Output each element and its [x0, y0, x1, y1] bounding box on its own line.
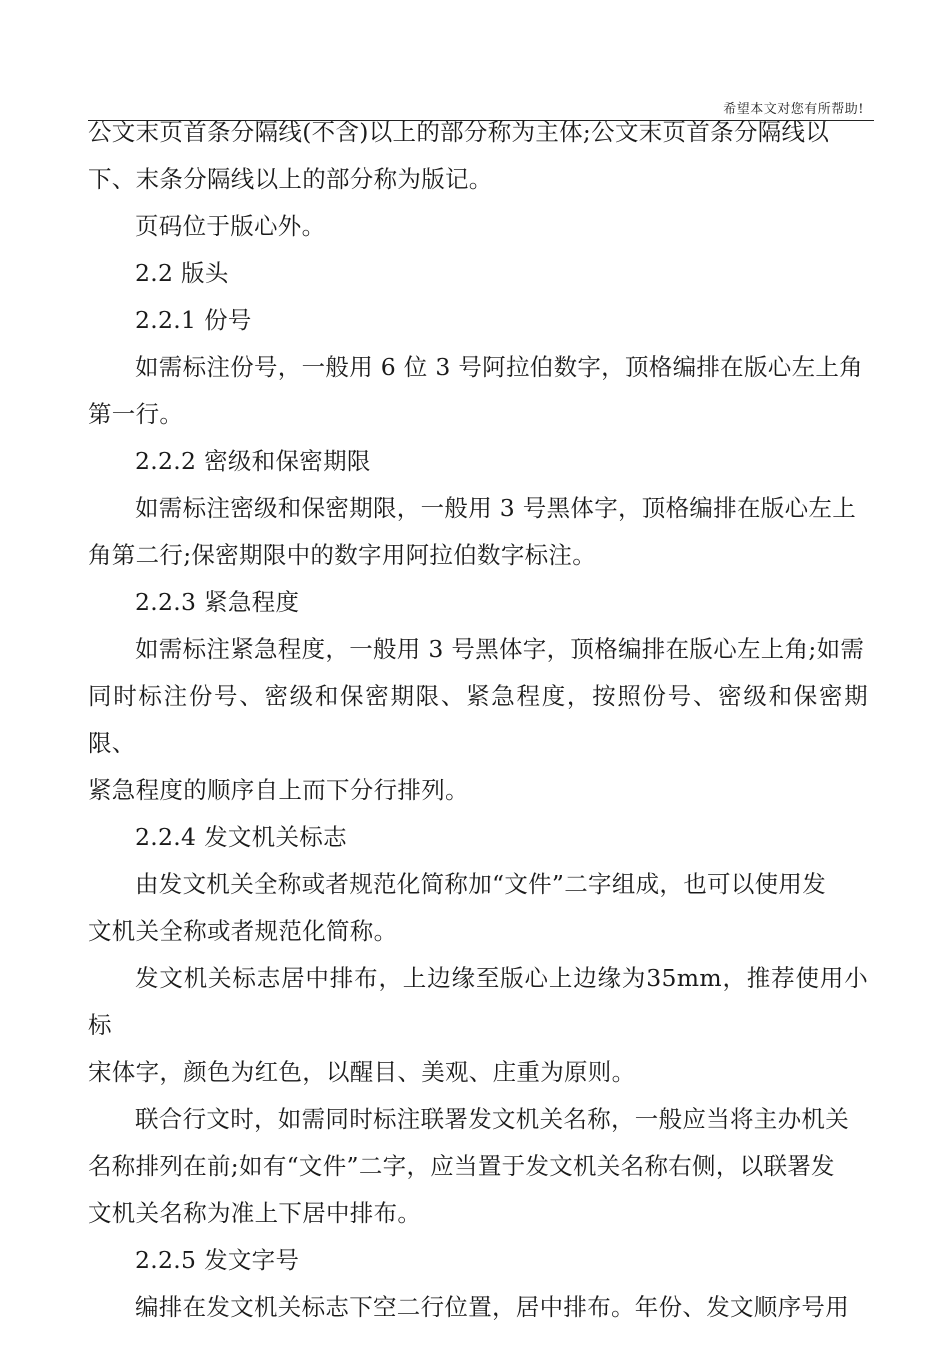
text-line: 紧急程度的顺序自上而下分行排列。: [88, 776, 469, 804]
paragraph: [88, 814, 868, 861]
paragraph: [88, 485, 868, 579]
paragraph: [88, 438, 868, 485]
text-line: 2.2 版头: [135, 259, 229, 287]
text-line: 下、末条分隔线以上的部分称为版记。: [88, 165, 493, 193]
text-line: 文机关名称为准上下居中排布。: [88, 1199, 422, 1227]
text-line: 2.2.4 发文机关标志: [135, 823, 347, 851]
text-line: 2.2.2 密级和保密期限: [135, 447, 371, 475]
paragraph: [88, 955, 868, 1096]
text-line: 宋体字，颜色为红色，以醒目、美观、庄重为原则。: [88, 1058, 636, 1086]
paragraph: [88, 579, 868, 626]
paragraph: [88, 861, 868, 955]
paragraph: [88, 297, 868, 344]
paragraph: [88, 250, 868, 297]
text-line: 第一行。: [88, 400, 184, 428]
text-line: 由发文机关全称或者规范化简称加“文件”二字组成，也可以使用发: [135, 870, 827, 898]
text-line: 角第二行;保密期限中的数字用阿拉伯数字标注。: [88, 541, 597, 569]
text-line: 如需标注份号，一般用 6 位 3 号阿拉伯数字，顶格编排在版心左上角: [135, 353, 863, 381]
text-line: 同时标注份号、密级和保密期限、紧急程度，按照份号、密级和保密期限、: [88, 682, 868, 757]
header-note: 希望本文对您有所帮助!: [723, 102, 864, 117]
paragraph: [88, 626, 868, 814]
text-line: 公文末页首条分隔线(不含)以上的部分称为主体;公文末页首条分隔线以: [88, 118, 830, 146]
paragraph: [88, 1284, 868, 1331]
text-line: 文机关全称或者规范化简称。: [88, 917, 398, 945]
document-body: [88, 109, 868, 1331]
text-line: 如需标注紧急程度，一般用 3 号黑体字，顶格编排在版心左上角;如需: [135, 635, 865, 663]
text-line: 联合行文时，如需同时标注联署发文机关名称，一般应当将主办机关: [135, 1105, 849, 1133]
paragraph: [88, 1237, 868, 1284]
text-line: 发文机关标志居中排布，上边缘至版心上边缘为35mm，推荐使用小标: [88, 964, 868, 1039]
text-line: 2.2.3 紧急程度: [135, 588, 300, 616]
text-line: 如需标注密级和保密期限，一般用 3 号黑体字，顶格编排在版心左上: [135, 494, 856, 522]
text-line: 2.2.1 份号: [135, 306, 252, 334]
paragraph: [88, 109, 868, 203]
paragraph: [88, 1096, 868, 1237]
paragraph: [88, 203, 868, 250]
text-line: 名称排列在前;如有“文件”二字，应当置于发文机关名称右侧，以联署发: [88, 1152, 835, 1180]
text-line: 编排在发文机关标志下空二行位置，居中排布。年份、发文顺序号用: [135, 1293, 849, 1321]
paragraph: [88, 344, 868, 438]
text-line: 2.2.5 发文字号: [135, 1246, 300, 1274]
text-line: 页码位于版心外。: [135, 212, 326, 240]
